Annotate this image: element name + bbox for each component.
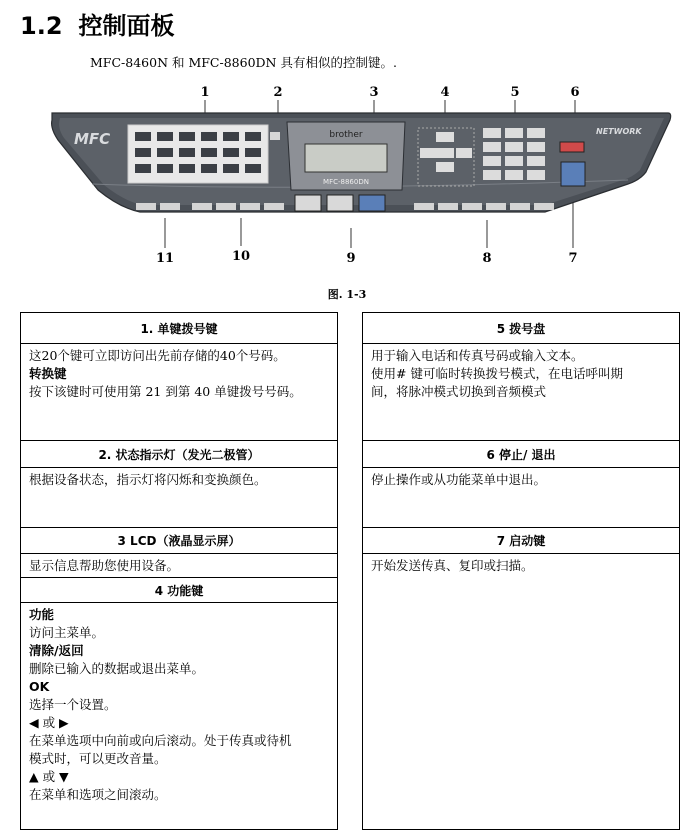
control-panel-figure xyxy=(0,80,694,270)
callout-3: 3 xyxy=(369,85,379,100)
callout-1: 1 xyxy=(200,85,210,100)
left-table xyxy=(20,312,338,830)
mode-buttons[interactable] xyxy=(295,195,385,211)
cell-line: 转换键 xyxy=(29,366,67,381)
table-header: 1. 单键拨号键 xyxy=(21,313,337,344)
table-header: 4 功能键 xyxy=(21,578,337,603)
section-title: 控制面板 xyxy=(78,12,175,40)
cell-line: 用于输入电话和传真号码或输入文本。 xyxy=(371,348,584,363)
table-cell xyxy=(21,468,337,528)
cell-line: 这20个键可立即访问出先前存储的40个号码。 xyxy=(29,348,286,363)
cell-line: 在菜单选项中向前或向后滚动。处于传真或待机 xyxy=(29,733,292,748)
table-cell xyxy=(21,603,337,829)
table-cell xyxy=(21,344,337,441)
cell-line: 访问主菜单。 xyxy=(29,625,105,640)
table-cell xyxy=(363,344,679,441)
cell-line: 间，将脉冲模式切换到音频模式 xyxy=(371,384,547,399)
intro-text: MFC-8460N 和 MFC-8860DN 具有相似的控制键。. xyxy=(90,55,397,70)
callout-9: 9 xyxy=(346,251,356,266)
network-logo: NETWORK xyxy=(596,127,642,136)
one-touch-keys[interactable] xyxy=(128,125,268,183)
callout-4: 4 xyxy=(440,85,450,100)
cell-line: 使用# 键可临时转换拨号模式，在电话呼叫期 xyxy=(371,366,623,381)
section-number: 1.2 xyxy=(20,12,63,40)
cell-line: ▲ 或 ▼ xyxy=(29,769,69,784)
table-header: 7 启动键 xyxy=(363,528,679,554)
svg-text:brother: brother xyxy=(329,130,363,140)
callout-6: 6 xyxy=(570,85,580,100)
stop-exit-key[interactable] xyxy=(560,142,584,152)
callout-8: 8 xyxy=(482,251,492,266)
cell-line: 在菜单和选项之间滚动。 xyxy=(29,787,167,802)
key-description-tables xyxy=(20,312,680,830)
cell-line: 模式时，可以更改音量。 xyxy=(29,751,167,766)
callout-5: 5 xyxy=(510,85,520,100)
control-panel-illustration xyxy=(0,80,694,270)
mfc-logo: MFC xyxy=(74,130,111,148)
cell-line: ◀ 或 ▶ xyxy=(29,715,69,730)
cell-line: 根据设备状态，指示灯将闪烁和变换颜色。 xyxy=(29,472,267,487)
cell-line: 删除已输入的数据或退出菜单。 xyxy=(29,661,205,676)
table-cell xyxy=(363,468,679,528)
status-led xyxy=(270,132,280,140)
table-header: 3 LCD（液晶显示屏） xyxy=(21,528,337,554)
callout-11: 11 xyxy=(155,251,175,266)
cell-line: 显示信息帮助您使用设备。 xyxy=(29,558,180,573)
callout-7: 7 xyxy=(568,251,578,266)
figure-caption: 图. 1-3 xyxy=(327,288,367,301)
section-heading xyxy=(20,6,175,38)
callout-2: 2 xyxy=(273,85,283,100)
svg-text:MFC-8860DN: MFC-8860DN xyxy=(323,178,369,186)
start-key[interactable] xyxy=(561,162,585,186)
cell-line: 功能 xyxy=(29,607,55,622)
lcd-display xyxy=(287,122,405,190)
table-cell xyxy=(21,554,337,578)
table-header: 2. 状态指示灯（发光二极管） xyxy=(21,441,337,468)
cell-line: 选择一个设置。 xyxy=(29,697,117,712)
cell-line: 开始发送传真、复印或扫描。 xyxy=(371,558,534,573)
table-header: 6 停止/ 退出 xyxy=(363,441,679,468)
table-cell xyxy=(363,554,679,829)
cell-line: 按下该键时可使用第 21 到第 40 单键拨号号码。 xyxy=(29,384,302,399)
cell-line: 清除/返回 xyxy=(29,643,84,658)
cell-line: 停止操作或从功能菜单中退出。 xyxy=(371,472,547,487)
right-table xyxy=(362,312,680,830)
callout-10: 10 xyxy=(231,249,251,264)
table-header: 5 拨号盘 xyxy=(363,313,679,344)
cell-line: OK xyxy=(29,679,50,694)
